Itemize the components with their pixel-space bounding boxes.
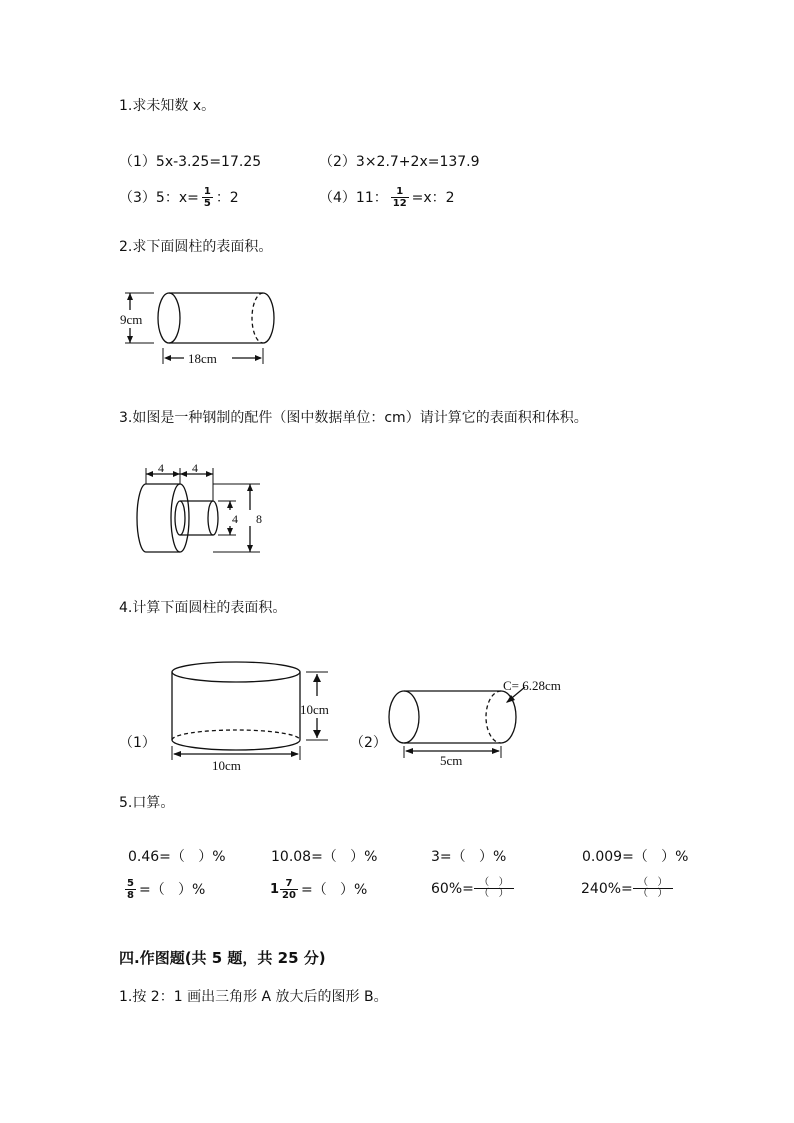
q5-item-r2c1 [126, 878, 205, 901]
q3-dim-c: 4 [232, 512, 238, 526]
q5-item-r2c3-prefix: 60%= [431, 880, 474, 897]
q4-cylinder-2-figure [385, 672, 575, 772]
q1-part4-prefix: （4）11： [319, 189, 388, 206]
fraction-numerator: 1 [203, 186, 211, 197]
fraction-denominator: 8 [127, 890, 134, 901]
q4-fig2-label: （2） [350, 735, 387, 751]
fraction [392, 186, 408, 209]
q3-steel-part-figure [118, 460, 278, 560]
blank-fraction [633, 878, 673, 899]
q1-part1: （1）5x-3.25=17.25 [119, 154, 262, 170]
q4-fig1-diameter-label: 10cm [212, 758, 241, 773]
blank-denominator: （ ） [637, 888, 668, 899]
q5-item-r1c1: 0.46=（ ）% [128, 849, 226, 865]
section4-q1: 1.按 2：1 画出三角形 A 放大后的图形 B。 [119, 989, 388, 1005]
q1-part4 [319, 186, 455, 209]
q5-item-r2c2 [270, 878, 367, 901]
q1-part3 [119, 186, 239, 209]
mixed-number-whole: 1 [270, 881, 280, 897]
q5-item-r2c1-suffix: =（ ）% [138, 881, 206, 898]
fraction-numerator: 1 [396, 186, 404, 197]
q3-dim-b: 4 [192, 461, 198, 475]
blank-denominator: （ ） [479, 888, 509, 899]
fraction-denominator: 5 [203, 198, 211, 209]
fraction-numerator: 7 [285, 878, 293, 889]
q3-dim-a: 4 [158, 461, 164, 475]
blank-numerator: （ ） [637, 877, 668, 888]
q1-part4-suffix: =x：2 [411, 189, 455, 206]
q5-item-r1c4: 0.009=（ ）% [582, 849, 689, 865]
q2-length-label: 18cm [188, 351, 217, 366]
q2-title: 2.求下面圆柱的表面积。 [119, 239, 273, 255]
section-heading: 四.作图题(共 5 题，共 25 分) [119, 949, 326, 967]
q4-fig1-label: （1） [119, 735, 156, 751]
q5-item-r2c2-suffix: =（ ）% [300, 881, 368, 898]
fraction-numerator: 5 [127, 878, 134, 889]
mixed-number [270, 878, 301, 901]
q5-item-r2c4-prefix: 240%= [581, 880, 633, 897]
q4-fig2-circumference-label: C= 6.28cm [503, 678, 561, 693]
q5-item-r1c2: 10.08=（ ）% [271, 849, 378, 865]
q1-part3-prefix: （3）5：x= [119, 189, 199, 206]
q4-fig2-length-label: 5cm [440, 753, 463, 768]
q2-height-label: 9cm [120, 312, 143, 327]
q5-title: 5.口算。 [119, 795, 175, 811]
q5-item-r2c4 [581, 878, 673, 899]
fraction-denominator: 20 [282, 890, 296, 901]
fraction [203, 186, 212, 209]
q1-part2: （2）3×2.7+2x=137.9 [319, 154, 480, 170]
q2-cylinder-figure [118, 286, 288, 371]
q4-fig1-height-label: 10cm [300, 702, 329, 717]
q5-item-r1c3: 3=（ ）% [431, 849, 507, 865]
q3-dim-d: 8 [256, 512, 262, 526]
q4-title: 4.计算下面圆柱的表面积。 [119, 600, 287, 616]
fraction-denominator: 12 [392, 198, 407, 209]
q1-title: 1.求未知数 x。 [119, 98, 216, 114]
q4-cylinder-1-figure [160, 658, 340, 773]
q5-item-r2c3 [431, 878, 514, 899]
q3-title: 3.如图是一种钢制的配件（图中数据单位：cm）请计算它的表面积和体积。 [119, 410, 588, 426]
fraction [281, 878, 297, 901]
blank-numerator: （ ） [479, 877, 509, 888]
q1-part3-suffix: ：2 [215, 189, 239, 206]
blank-fraction [474, 878, 514, 899]
fraction [126, 878, 135, 901]
